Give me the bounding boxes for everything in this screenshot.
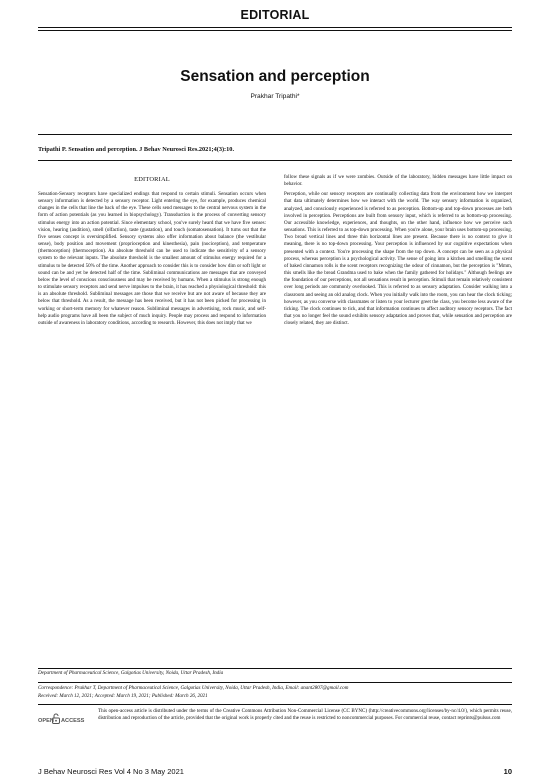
body-column-left bbox=[38, 176, 266, 330]
footer-rule-mid bbox=[38, 682, 512, 683]
header-rule-top bbox=[38, 27, 512, 28]
body-heading: EDITORIAL bbox=[134, 176, 170, 183]
citation: Tripathi P. Sensation and perception. J Behav Neurosci Res.2021;4(3):10. bbox=[38, 146, 235, 153]
body-column-right bbox=[284, 174, 512, 330]
affiliation: Department of Pharmaceutical Science, Galgotias University, Noida, Uttar Pradesh, India bbox=[38, 670, 224, 676]
correspondence: Correspondence: Prakhar T, Department of Pharmaceutical Science, Galgotias University, Noida, Uttar Pradesh, India, Email: anant2807@gmail.com bbox=[38, 685, 349, 691]
section-label: EDITORIAL bbox=[240, 8, 310, 22]
footer-rule-bottom bbox=[38, 704, 512, 705]
access-label: ACCESS bbox=[61, 718, 85, 724]
license-row bbox=[38, 708, 512, 738]
article-title: Sensation and perception bbox=[180, 68, 370, 85]
license-text: This open-access article is distributed under the terms of the Creative Commons Attribution Non-Commercial License (CC BYNC) (http://creativecommons.org/licenses/by-nc/4.0/), which permits reuse, distribution and reproduction of the article, provided that the original work is properly cited and the reuse is restricted to noncommercial purposes. For commercial reuse, contact reprints@pulsus.com bbox=[98, 708, 512, 722]
paragraph: Sensation-Sensory receptors have specialized endings that respond to certain stimuli. Sensation occurs when sensory information is detected by a sensory receptor. Light entering the eye, for example, produces chemical changes in the cells that line the back of the eye. These cells send messages to the central nervous system in the form of action potentials (as you learned in biopsychology). Transduction is the process of converting sensory stimulus energy into an action potential. Since elementary school, you've surely heard that we have five senses: vision, hearing (audition), smell (olfaction), taste (gustation), and touch (somatosensation). It turns out that the five senses concept is oversimplified. Sensory systems also offer information about balance (the vestibular sense), body position and movement (proprioception and kinesthesia), pain (nociception), and temperature (thermoception) (thermoception). An absolute threshold can be used to indicate the sensitivity of a sensory system to the relevant inputs. The absolute threshold is the smallest amount of stimulus energy required for a stimulus to be detected 50% of the time. Another approach to consider this is to consider how dim or soft light or sound can be and yet be detected half of the time. Subliminal communications are messages that are conveyed below the level of conscious consciousness and may be received by humans. When a stimulus is strong enough to stimulate sensory receptors and send nerve impulses to the brain, it has reached a physiological threshold: this is an absolute threshold. Subliminal messages are those that we receive but are not aware of because they are below that threshold. As a result, the message has been received, but it has not been picked for processing in working or short-term memory for whatever reason. Subliminal messages in advertising, rock music, and self-help audio programs have all been the subject of much inquiry. People may process and respond to information outside of awareness in laboratory conditions, according to research. However, this does not imply that we bbox=[38, 192, 266, 326]
citation-rule-top bbox=[38, 134, 512, 135]
article-author: Prakhar Tripathi* bbox=[250, 93, 300, 100]
open-access-badge bbox=[38, 712, 84, 732]
open-lock-icon bbox=[52, 713, 60, 724]
open-label: OPEN bbox=[38, 718, 54, 724]
paragraph: follow these signals as if we were zombies. Outside of the laboratory, hidden messages have little impact on behavior. bbox=[284, 175, 512, 188]
journal-footer: J Behav Neurosci Res Vol 4 No 3 May 2021 bbox=[38, 767, 184, 776]
paragraph: Perception, while our sensory receptors are continually collecting data from the environment how we interpret that data ultimately determines how we interact with the world. The way sensory information is organized, analyzed, and consciously experienced is referred to as perception. Bottom-up and top-down processes are both involved in perception. Perceptions are built from sensory input, which is referred to as bottom-up processing. Our accessible knowledge, experiences, and thoughts, on the other hand, influence how we perceive such sensations. This is referred to as top-down processing. When you're alone, your brain uses bottom-up processing. Two broad vertical lines and three thin horizontal lines are present. Because there is no context to give it meaning, there is no top-down processing. Your perception is influenced by our cognitive expectations when presented with a context. You're processing the shape from the top down. A concept can be seen as a physical process, whereas perception is a psychological activity. The sense of going into a kitchen and smelling the scent of baked cinnamon rolls is the scent receptors recognizing the odour of cinnamon, but the perception is "Mmm, this smells like the bread Grandma used to bake when the family gathered for holidays." Although feelings are the foundation of our perceptions, not all sensations result in perception. Stimuli that remain relatively consistent over long periods are commonly overlooked. This is referred to as sensory adaptation. Consider walking into a classroom and seeing an old analog clock. When you initially walk into the room, you can hear the clock ticking; however, as you converse with classmates or listen to your lecturer greet the class, you become less aware of the ticking. The clock continues to tick, and that information continues to affect auditory sensory receptors. The fact that you no longer feel the sound exhibits sensory adaptation and proves that, while sensation and perception are closely related, they are distinct. bbox=[284, 192, 512, 327]
footer-rule-top bbox=[38, 668, 512, 669]
page-number: 10 bbox=[503, 767, 512, 776]
citation-rule-bottom bbox=[38, 160, 512, 161]
publication-dates: Received: March 12, 2021; Accepted: March 19, 2021; Published: March 26, 2021 bbox=[38, 693, 208, 699]
header-rule-bottom bbox=[38, 30, 512, 31]
